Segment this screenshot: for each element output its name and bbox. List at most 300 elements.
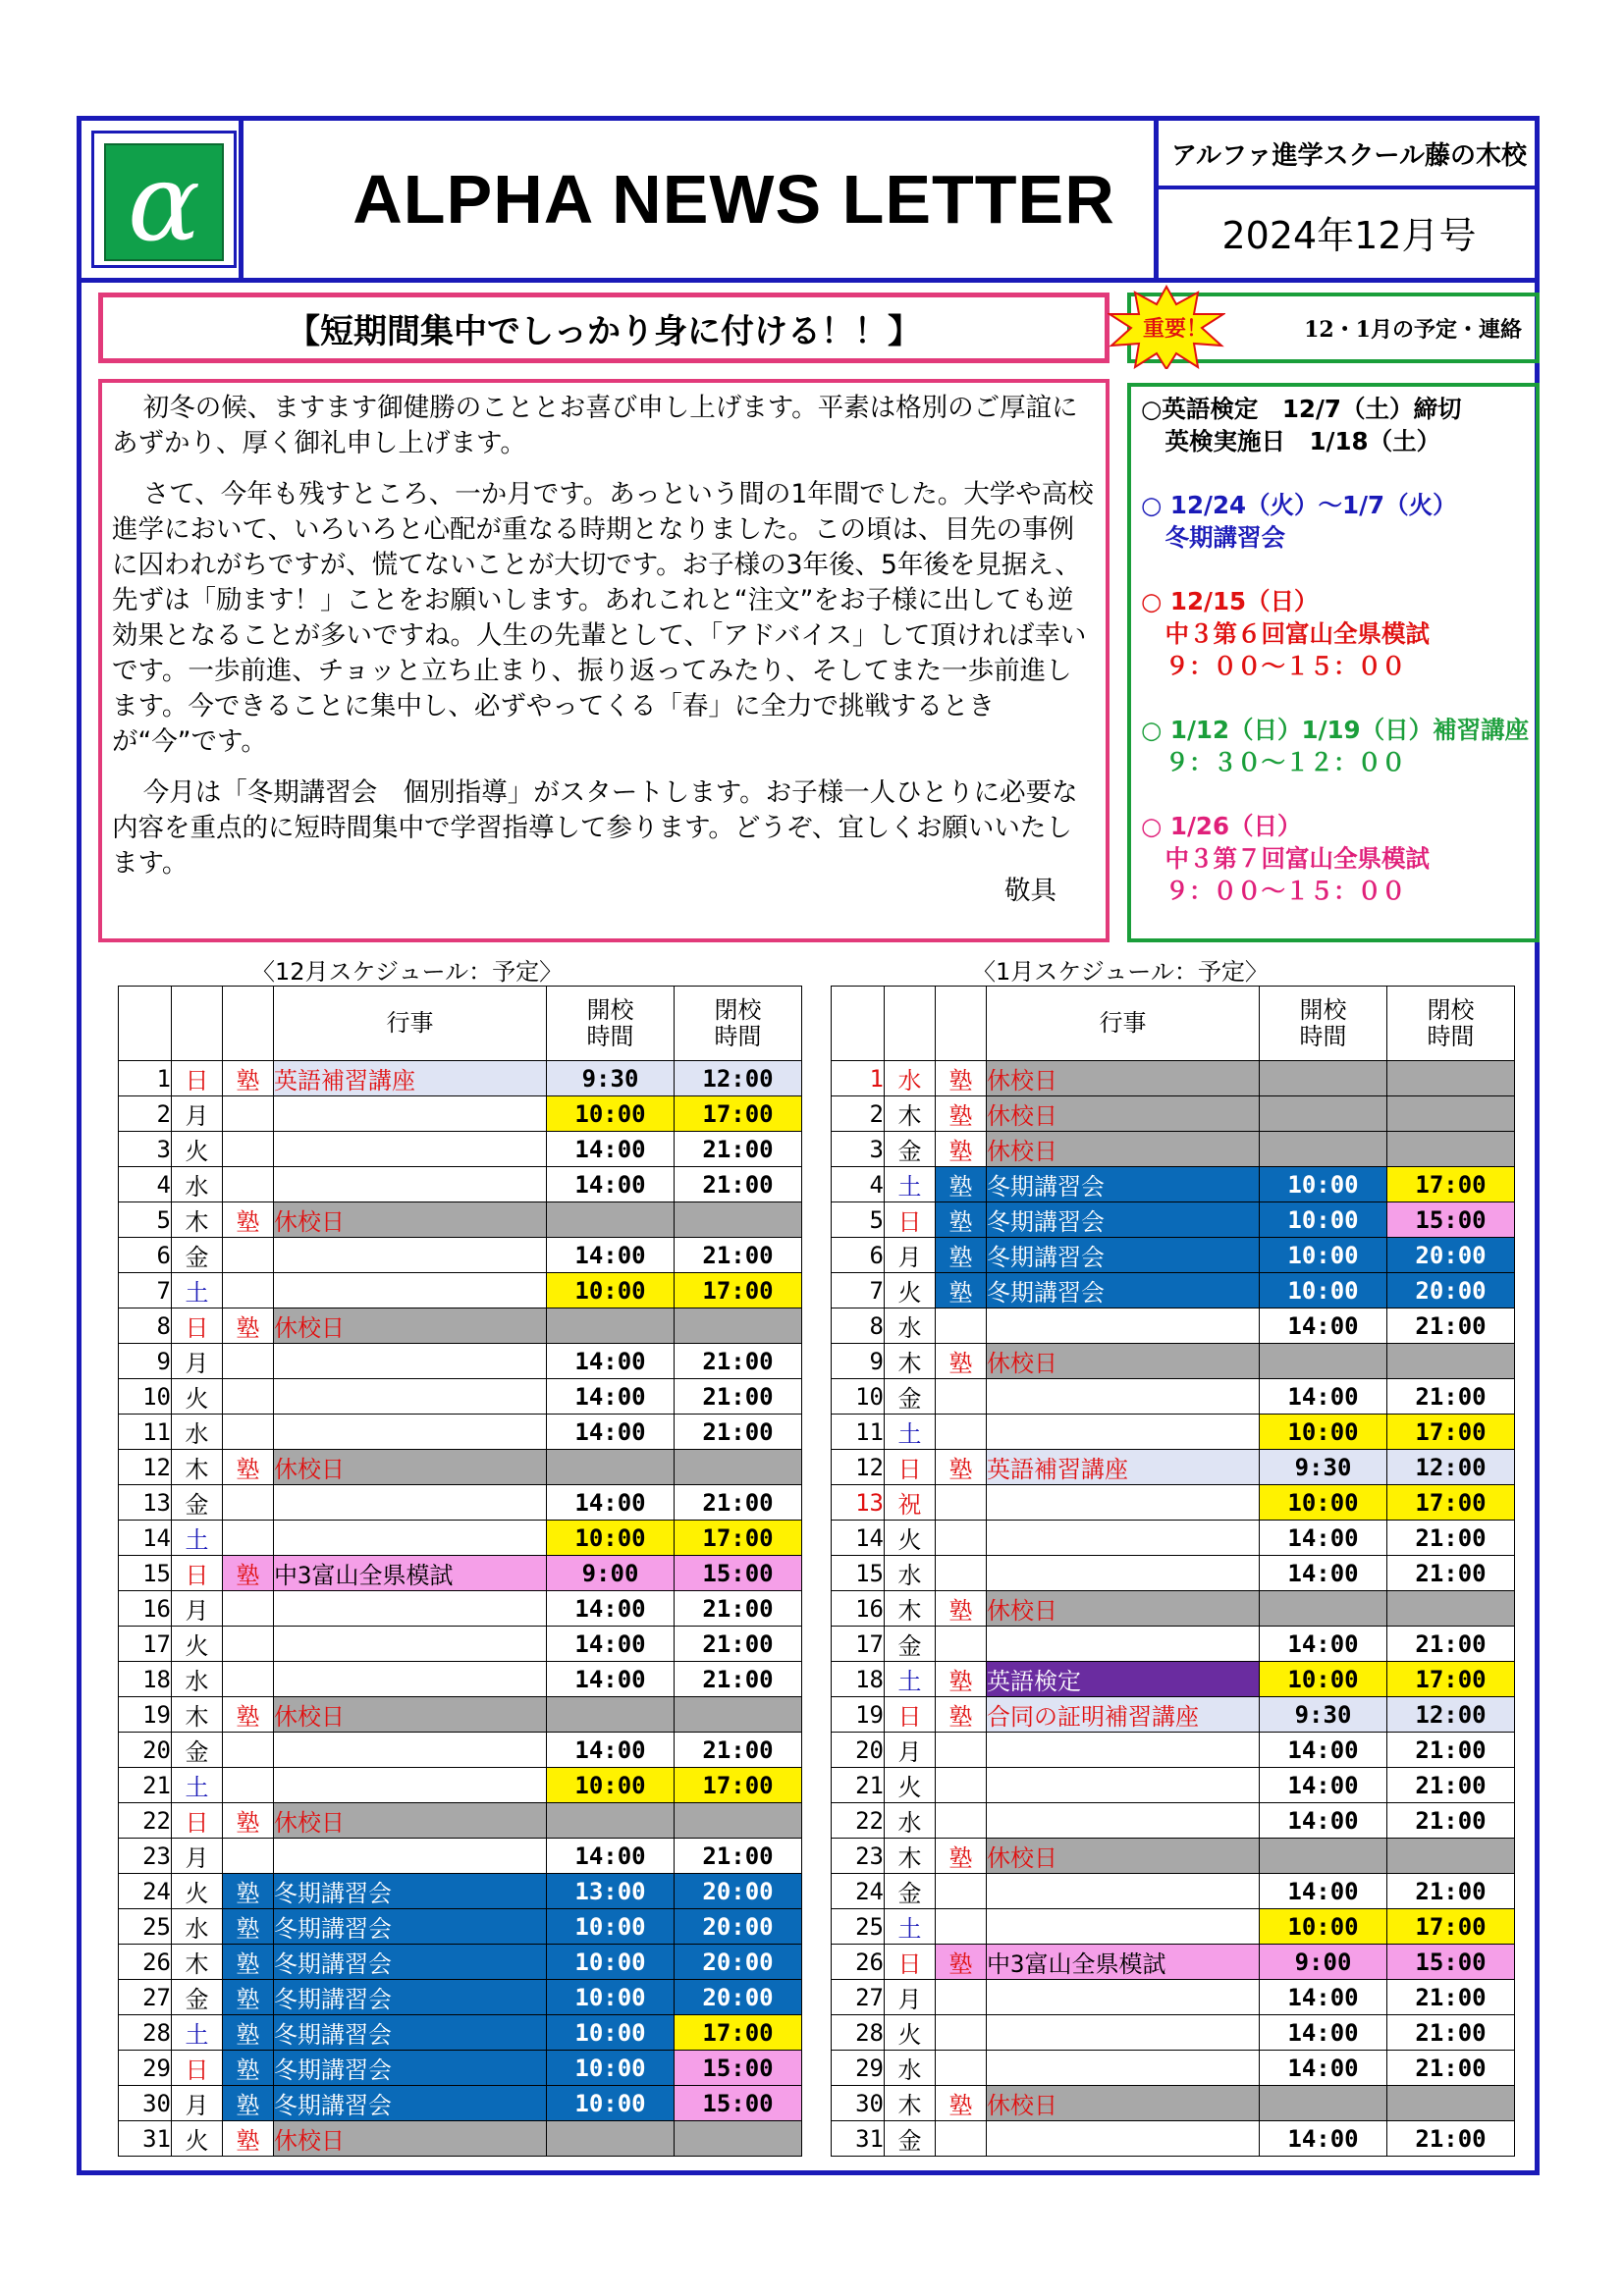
close-time: 21:00: [675, 1591, 802, 1627]
weekday: 水: [885, 1556, 936, 1591]
day-number: 21: [119, 1768, 172, 1803]
juku-mark: [936, 1627, 987, 1662]
weekday: 火: [885, 1273, 936, 1308]
open-time: 9:30: [1260, 1697, 1387, 1733]
weekday: 日: [172, 1308, 223, 1344]
open-time: 10:00: [1260, 1238, 1387, 1273]
day-number: 17: [832, 1627, 885, 1662]
open-time: 14:00: [1260, 1521, 1387, 1556]
no-open-time: [1260, 1344, 1387, 1379]
december-schedule-table: [118, 986, 802, 2157]
juku-mark: 塾: [936, 1662, 987, 1697]
juku-mark: [223, 1379, 274, 1415]
weekday: 水: [885, 1308, 936, 1344]
close-time: 21:00: [1387, 2015, 1515, 2051]
open-time: 10:00: [1260, 1415, 1387, 1450]
open-time: 10:00: [547, 1945, 675, 1980]
weekday: 水: [172, 1662, 223, 1697]
juku-mark: 塾: [223, 1556, 274, 1591]
schedule-row: [119, 1450, 802, 1485]
schedule-row: [832, 1803, 1515, 1839]
day-number: 7: [119, 1273, 172, 1308]
weekday: 月: [172, 1344, 223, 1379]
close-time: 17:00: [675, 2015, 802, 2051]
close-time: 17:00: [1387, 1662, 1515, 1697]
weekday: 土: [885, 1909, 936, 1945]
close-time: 21:00: [675, 1344, 802, 1379]
open-time: 14:00: [1260, 1308, 1387, 1344]
day-number: 28: [832, 2015, 885, 2051]
greeting-letter: [98, 379, 1110, 942]
schedule-row: [119, 1591, 802, 1627]
juku-mark: [223, 1167, 274, 1202]
juku-mark: 塾: [223, 2015, 274, 2051]
juku-mark: [223, 1733, 274, 1768]
schedule-row: [832, 1521, 1515, 1556]
no-close-time: [1387, 1839, 1515, 1874]
schedule-row: [832, 1485, 1515, 1521]
weekday: 水: [885, 1803, 936, 1839]
weekday: 日: [885, 1450, 936, 1485]
event-name: 中3富山全県模試: [274, 1556, 547, 1591]
open-time: 14:00: [547, 1627, 675, 1662]
weekday: 金: [885, 1379, 936, 1415]
schedule-row: [832, 1415, 1515, 1450]
event-name: [274, 1132, 547, 1167]
weekday: 木: [885, 1344, 936, 1379]
juku-mark: 塾: [223, 1450, 274, 1485]
close-time: 21:00: [1387, 1768, 1515, 1803]
letter-paragraph: 初冬の候、ますます御健勝のこととお喜び申し上げます。平素は格別のご厚誼にあずかり、厚く御礼申し上げます。: [112, 393, 1078, 458]
no-open-time: [547, 1450, 675, 1485]
juku-mark: [223, 1627, 274, 1662]
weekday: 火: [885, 1521, 936, 1556]
juku-mark: [936, 1874, 987, 1909]
close-time: 21:00: [1387, 1556, 1515, 1591]
schedule-header-row: [119, 987, 802, 1061]
day-number: 25: [119, 1909, 172, 1945]
day-number: 27: [832, 1980, 885, 2015]
day-number: 15: [119, 1556, 172, 1591]
event-name: 休校日: [987, 2086, 1260, 2121]
juku-mark: [223, 1521, 274, 1556]
weekday: 火: [172, 2121, 223, 2157]
juku-mark: 塾: [936, 1839, 987, 1874]
juku-mark: 塾: [936, 1132, 987, 1167]
open-time: 10:00: [547, 1096, 675, 1132]
juku-mark: 塾: [936, 1450, 987, 1485]
juku-mark: 塾: [223, 2051, 274, 2086]
schedule-row: [832, 1627, 1515, 1662]
open-time: 14:00: [547, 1415, 675, 1450]
event-name: [987, 1909, 1260, 1945]
open-time: 10:00: [547, 2086, 675, 2121]
event-name: [274, 1167, 547, 1202]
weekday: 日: [172, 2051, 223, 2086]
notice-item: ○ 1/12（日）1/19（日）補習講座 ９：３０～１２：００: [1141, 716, 1530, 776]
schedule-row: [832, 1308, 1515, 1344]
schedule-row: [119, 1202, 802, 1238]
day-number: 9: [119, 1344, 172, 1379]
open-time: 14:00: [1260, 1874, 1387, 1909]
open-time: 13:00: [547, 1874, 675, 1909]
day-number: 7: [832, 1273, 885, 1308]
logo-box: [91, 131, 237, 268]
title-box: [239, 121, 1224, 278]
day-number: 19: [832, 1697, 885, 1733]
issue-month: 2024年12月号: [1221, 213, 1477, 257]
weekday: 日: [172, 1061, 223, 1096]
weekday: 土: [172, 2015, 223, 2051]
close-time: 17:00: [1387, 1415, 1515, 1450]
event-name: 冬期講習会: [274, 1980, 547, 2015]
open-time-column-header: 開校 時間: [547, 987, 675, 1061]
day-number: 10: [119, 1379, 172, 1415]
juku-mark: 塾: [223, 1874, 274, 1909]
schedule-row: [119, 1096, 802, 1132]
weekday: 水: [885, 1061, 936, 1096]
schedule-row: [119, 1379, 802, 1415]
day-number: 15: [832, 1556, 885, 1591]
day-number: 12: [119, 1450, 172, 1485]
schedule-row: [119, 1521, 802, 1556]
event-name: [274, 1485, 547, 1521]
letter-closing: 敬具: [1004, 876, 1056, 906]
juku-mark: 塾: [223, 1909, 274, 1945]
open-time: 14:00: [1260, 1556, 1387, 1591]
day-number: 22: [832, 1803, 885, 1839]
juku-mark: [223, 1273, 274, 1308]
schedule-row: [832, 2121, 1515, 2157]
open-time: 10:00: [1260, 1485, 1387, 1521]
day-number: 2: [832, 1096, 885, 1132]
event-name: 冬期講習会: [274, 1909, 547, 1945]
day-number: 24: [119, 1874, 172, 1909]
event-name: 休校日: [987, 1096, 1260, 1132]
notice-item: ○ 1/26（日） 中３第７回富山全県模試 ９：００～１５：００: [1141, 812, 1430, 905]
weekday: 月: [172, 1591, 223, 1627]
schedule-row: [832, 1238, 1515, 1273]
no-close-time: [675, 1308, 802, 1344]
juku-mark: 塾: [936, 1591, 987, 1627]
open-time: 10:00: [1260, 1273, 1387, 1308]
juku-mark: [936, 1733, 987, 1768]
no-open-time: [547, 1697, 675, 1733]
weekday: 金: [172, 1238, 223, 1273]
day-number: 8: [119, 1308, 172, 1344]
juku-mark: 塾: [936, 1167, 987, 1202]
newsletter-title: ALPHA NEWS LETTER: [352, 161, 1115, 238]
open-time: 9:00: [547, 1556, 675, 1591]
juku-mark: [223, 1839, 274, 1874]
event-name: [987, 1308, 1260, 1344]
open-time: 14:00: [547, 1238, 675, 1273]
day-number: 18: [832, 1662, 885, 1697]
event-name: 休校日: [274, 1202, 547, 1238]
schedule-row: [119, 1768, 802, 1803]
event-name: 休校日: [987, 1061, 1260, 1096]
event-name: [274, 1839, 547, 1874]
day-number: 1: [832, 1061, 885, 1096]
schedule-row: [832, 1768, 1515, 1803]
event-name: 冬期講習会: [274, 1874, 547, 1909]
close-time: 21:00: [1387, 1874, 1515, 1909]
juku-mark: 塾: [936, 1273, 987, 1308]
event-name: [987, 1733, 1260, 1768]
event-name: 休校日: [987, 1132, 1260, 1167]
schedule-row: [119, 1415, 802, 1450]
day-number: 8: [832, 1308, 885, 1344]
close-time: 20:00: [675, 1909, 802, 1945]
event-name: [987, 2121, 1260, 2157]
close-time: 21:00: [675, 1839, 802, 1874]
close-time: 20:00: [675, 1945, 802, 1980]
event-name: 休校日: [274, 1803, 547, 1839]
no-close-time: [675, 1450, 802, 1485]
no-close-time: [1387, 1591, 1515, 1627]
close-time: 17:00: [675, 1096, 802, 1132]
close-time: 21:00: [675, 1662, 802, 1697]
weekday: 金: [172, 1733, 223, 1768]
open-time: 14:00: [1260, 1980, 1387, 2015]
open-time: 9:30: [547, 1061, 675, 1096]
event-name: [987, 1415, 1260, 1450]
event-name: [987, 1556, 1260, 1591]
day-number: 13: [119, 1485, 172, 1521]
important-badge: 重要！: [1142, 317, 1208, 342]
weekday: 月: [885, 1980, 936, 2015]
open-time: 14:00: [547, 1839, 675, 1874]
close-time: 21:00: [1387, 1980, 1515, 2015]
close-time: 21:00: [675, 1733, 802, 1768]
no-close-time: [1387, 1132, 1515, 1167]
juku-mark: [936, 1909, 987, 1945]
close-time: 17:00: [1387, 1909, 1515, 1945]
day-number: 13: [832, 1485, 885, 1521]
schedule-row: [832, 2015, 1515, 2051]
no-close-time: [675, 1697, 802, 1733]
close-time: 21:00: [675, 1167, 802, 1202]
weekday: 木: [885, 2086, 936, 2121]
open-time: 14:00: [547, 1132, 675, 1167]
no-open-time: [1260, 1839, 1387, 1874]
day-number: 5: [119, 1202, 172, 1238]
open-time: 14:00: [547, 1733, 675, 1768]
open-time: 10:00: [547, 1521, 675, 1556]
day-number: 31: [119, 2121, 172, 2157]
weekday: 月: [885, 1733, 936, 1768]
juku-mark: 塾: [223, 1803, 274, 1839]
event-name: [274, 1096, 547, 1132]
juku-mark: [936, 1379, 987, 1415]
day-number: 20: [832, 1733, 885, 1768]
juku-mark: [223, 1768, 274, 1803]
event-name: [274, 1521, 547, 1556]
weekday: 木: [885, 1839, 936, 1874]
school-name: アルファ進学スクール藤の木校: [1159, 121, 1540, 189]
no-open-time: [547, 2121, 675, 2157]
schedule-row: [119, 1627, 802, 1662]
day-number: 29: [832, 2051, 885, 2086]
event-column-header: 行事: [987, 987, 1260, 1061]
schedule-row: [119, 1909, 802, 1945]
day-number: 27: [119, 1980, 172, 2015]
close-time-column-header: 閉校 時間: [675, 987, 802, 1061]
open-time: 10:00: [1260, 1167, 1387, 1202]
event-name: [274, 1415, 547, 1450]
open-time: 14:00: [1260, 2015, 1387, 2051]
schedule-row: [119, 1874, 802, 1909]
open-time: 9:00: [1260, 1945, 1387, 1980]
juku-mark: 塾: [223, 1697, 274, 1733]
juku-mark: [223, 1132, 274, 1167]
no-open-time: [1260, 1132, 1387, 1167]
schedule-row: [832, 1450, 1515, 1485]
event-name: 休校日: [987, 1591, 1260, 1627]
close-time: 17:00: [675, 1273, 802, 1308]
day-number: 28: [119, 2015, 172, 2051]
event-name: 英語補習講座: [274, 1061, 547, 1096]
schedule-row: [119, 1308, 802, 1344]
no-open-time: [547, 1803, 675, 1839]
juku-mark: 塾: [936, 1061, 987, 1096]
open-time: 14:00: [547, 1662, 675, 1697]
weekday: 木: [172, 1697, 223, 1733]
weekday: 土: [172, 1768, 223, 1803]
weekday: 土: [885, 1415, 936, 1450]
close-time: 21:00: [1387, 1521, 1515, 1556]
schedule-row: [832, 1733, 1515, 1768]
no-open-time: [1260, 2086, 1387, 2121]
open-time: 10:00: [1260, 1909, 1387, 1945]
close-time: 15:00: [675, 1556, 802, 1591]
day-number: 3: [119, 1132, 172, 1167]
juku-mark: [936, 1803, 987, 1839]
event-name: [274, 1273, 547, 1308]
day-number: 5: [832, 1202, 885, 1238]
notice-list: [1127, 383, 1540, 942]
open-time: 14:00: [1260, 1803, 1387, 1839]
weekday: 火: [172, 1379, 223, 1415]
blank-column-header: [119, 987, 172, 1061]
close-time: 15:00: [675, 2051, 802, 2086]
weekday: 水: [172, 1167, 223, 1202]
schedule-row: [832, 1379, 1515, 1415]
juku-mark: [936, 2015, 987, 2051]
event-name: 冬期講習会: [274, 1945, 547, 1980]
juku-mark: 塾: [936, 1945, 987, 1980]
no-close-time: [675, 2121, 802, 2157]
close-time: 20:00: [1387, 1238, 1515, 1273]
schedule-row: [119, 1803, 802, 1839]
schedule-row: [832, 1202, 1515, 1238]
close-time: 21:00: [1387, 2051, 1515, 2086]
close-time: 12:00: [675, 1061, 802, 1096]
day-number: 21: [832, 1768, 885, 1803]
schedule-header-row: [832, 987, 1515, 1061]
schedule-row: [832, 2051, 1515, 2086]
close-time: 21:00: [1387, 1627, 1515, 1662]
schedule-row: [119, 1697, 802, 1733]
weekday: 日: [885, 1202, 936, 1238]
open-time: 14:00: [1260, 2051, 1387, 2086]
schedule-row: [119, 1980, 802, 2015]
schedule-row: [832, 1909, 1515, 1945]
close-time: 12:00: [1387, 1697, 1515, 1733]
weekday: 日: [172, 1803, 223, 1839]
no-close-time: [675, 1202, 802, 1238]
school-box: [1154, 121, 1540, 278]
open-time: 14:00: [547, 1485, 675, 1521]
blank-column-header: [223, 987, 274, 1061]
event-name: 冬期講習会: [987, 1167, 1260, 1202]
weekday: 日: [885, 1697, 936, 1733]
open-time: 10:00: [1260, 1662, 1387, 1697]
schedule-row: [832, 1061, 1515, 1096]
schedule-row: [119, 1733, 802, 1768]
schedule-row: [119, 2121, 802, 2157]
schedule-row: [832, 1096, 1515, 1132]
weekday: 火: [172, 1874, 223, 1909]
schedule-row: [119, 1662, 802, 1697]
open-time: 14:00: [547, 1167, 675, 1202]
december-schedule-title: 〈12月スケジュール：予定〉: [251, 958, 564, 986]
day-number: 17: [119, 1627, 172, 1662]
close-time: 20:00: [675, 1874, 802, 1909]
schedule-row: [119, 2086, 802, 2121]
no-close-time: [1387, 1096, 1515, 1132]
close-time: 15:00: [1387, 1202, 1515, 1238]
close-time: 17:00: [675, 1521, 802, 1556]
close-time: 21:00: [1387, 1308, 1515, 1344]
event-name: 英語補習講座: [987, 1450, 1260, 1485]
day-number: 16: [119, 1591, 172, 1627]
event-name: 冬期講習会: [274, 2051, 547, 2086]
day-number: 25: [832, 1909, 885, 1945]
event-name: [987, 1379, 1260, 1415]
weekday: 月: [172, 2086, 223, 2121]
day-number: 23: [119, 1839, 172, 1874]
open-time: 10:00: [547, 1768, 675, 1803]
day-number: 12: [832, 1450, 885, 1485]
juku-mark: 塾: [223, 2086, 274, 2121]
january-schedule-table: [831, 986, 1515, 2157]
close-time: 21:00: [1387, 1379, 1515, 1415]
event-name: 冬期講習会: [987, 1202, 1260, 1238]
juku-mark: [936, 1556, 987, 1591]
weekday: 木: [885, 1096, 936, 1132]
open-time: 14:00: [1260, 1733, 1387, 1768]
notice-item: ○ 12/15（日） 中３第６回富山全県模試 ９：００～１５：００: [1141, 587, 1430, 680]
schedule-row: [832, 1662, 1515, 1697]
close-time: 21:00: [675, 1379, 802, 1415]
weekday: 木: [172, 1450, 223, 1485]
event-name: [274, 1238, 547, 1273]
juku-mark: [936, 1980, 987, 2015]
event-name: 英語検定: [987, 1662, 1260, 1697]
day-number: 11: [832, 1415, 885, 1450]
juku-mark: [223, 1415, 274, 1450]
day-number: 18: [119, 1662, 172, 1697]
close-time: 21:00: [675, 1415, 802, 1450]
event-name: 冬期講習会: [987, 1273, 1260, 1308]
event-name: 合同の証明補習講座: [987, 1697, 1260, 1733]
weekday: 金: [172, 1485, 223, 1521]
open-time: 14:00: [1260, 1379, 1387, 1415]
alpha-logo: α: [104, 143, 224, 261]
weekday: 木: [172, 1945, 223, 1980]
schedule-row: [119, 1238, 802, 1273]
